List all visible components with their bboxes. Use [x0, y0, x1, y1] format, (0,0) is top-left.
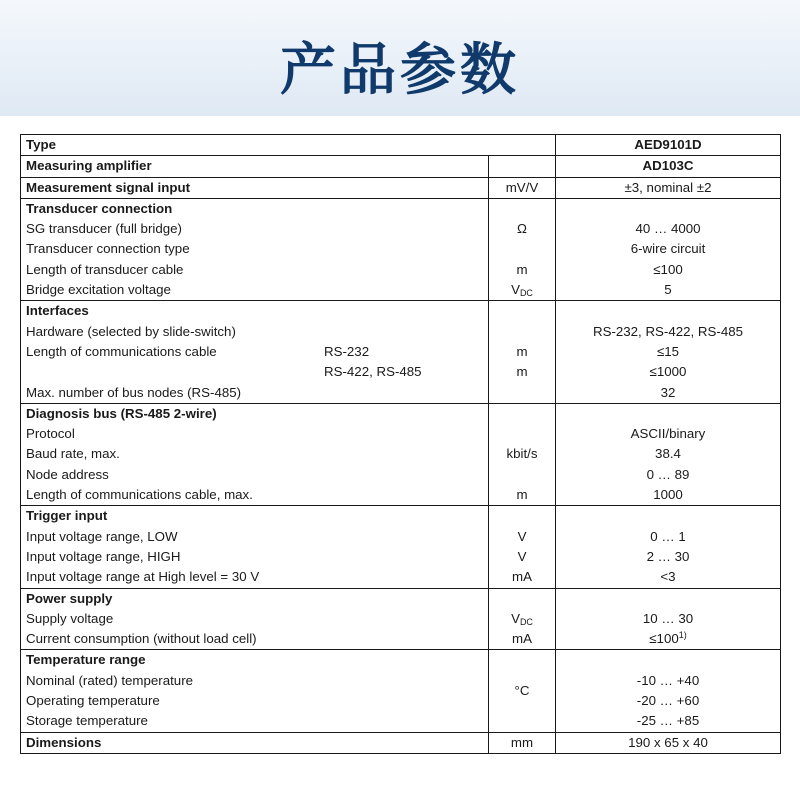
comm-cable-rs232-unit: m [489, 342, 556, 362]
excitation-value: 5 [556, 280, 781, 301]
trigger-high-value: 2 … 30 [556, 547, 781, 567]
row-operating-temp [21, 691, 781, 711]
row-amplifier [21, 156, 781, 177]
transducer-cable-unit: m [489, 260, 556, 280]
current-value: $\le 100^{1)}$ [556, 629, 781, 650]
row-node-address [21, 465, 781, 485]
row-comm-cable-rs232 [21, 342, 781, 362]
row-trigger-high [21, 547, 781, 567]
conn-type-label: Transducer connection type [21, 239, 489, 259]
title-banner [0, 0, 800, 116]
row-diag-cable [21, 485, 781, 506]
dimensions-value: 190 x 65 x 40 [556, 732, 781, 753]
amplifier-label: Measuring amplifier [21, 156, 489, 177]
baud-label: Baud rate, max. [21, 444, 489, 464]
row-current [21, 629, 781, 650]
row-nominal-temp [21, 671, 781, 691]
comm-cable-rs232-label: RS-232 [324, 343, 370, 359]
transducer-cable-label: Length of transducer cable [21, 260, 489, 280]
comm-cable-rs485-label: RS-422, RS-485 [324, 364, 422, 380]
conn-type-value: 6-wire circuit [556, 239, 781, 259]
supply-voltage-unit: $V_{DC}$ [489, 609, 556, 629]
sg-unit: Ω [489, 219, 556, 239]
protocol-value: ASCII/binary [556, 424, 781, 444]
supply-voltage-label: Supply voltage [21, 609, 489, 629]
row-connection-type [21, 239, 781, 259]
section-heading: Temperature range [21, 650, 489, 671]
row-dimensions [21, 732, 781, 753]
section-trigger [21, 506, 781, 527]
section-temperature [21, 650, 781, 671]
comm-cable-rs485-value: ≤1000 [556, 362, 781, 382]
section-transducer [21, 198, 781, 219]
section-heading: Power supply [21, 588, 489, 609]
temperature-unit: °C [489, 650, 556, 732]
section-heading: Transducer connection [21, 198, 489, 219]
row-comm-cable-rs485 [21, 362, 781, 382]
nominal-temp-value: -10 … +40 [556, 671, 781, 691]
trigger-high-label: Input voltage range, HIGH [21, 547, 489, 567]
current-label: Current consumption (without load cell) [21, 629, 489, 650]
trigger-high-unit: V [489, 547, 556, 567]
signal-value: ±3, nominal ±2 [556, 177, 781, 198]
section-diagnosis [21, 403, 781, 424]
hardware-label: Hardware (selected by slide-switch) [21, 322, 489, 342]
diag-cable-label: Length of communications cable, max. [21, 485, 489, 506]
comm-cable-label: Length of communications cable [26, 343, 217, 359]
storage-temp-label: Storage temperature [21, 711, 489, 732]
bus-nodes-label: Max. number of bus nodes (RS-485) [21, 383, 489, 404]
section-heading: Interfaces [21, 301, 489, 322]
row-storage-temp [21, 711, 781, 732]
section-interfaces [21, 301, 781, 322]
diag-cable-value: 1000 [556, 485, 781, 506]
trigger-low-value: 0 … 1 [556, 527, 781, 547]
footnote-marker: 1) [678, 630, 687, 641]
trigger-at-high-value: <3 [556, 567, 781, 588]
transducer-cable-value: ≤100 [556, 260, 781, 280]
trigger-low-unit: V [489, 527, 556, 547]
row-hardware [21, 322, 781, 342]
trigger-at-high-label: Input voltage range at High level = 30 V [21, 567, 489, 588]
signal-label: Measurement signal input [21, 177, 489, 198]
comm-cable-rs232-value: ≤15 [556, 342, 781, 362]
signal-unit: mV/V [489, 177, 556, 198]
spec-table [20, 134, 781, 754]
nominal-temp-label: Nominal (rated) temperature [21, 671, 489, 691]
section-power [21, 588, 781, 609]
trigger-low-label: Input voltage range, LOW [21, 527, 489, 547]
excitation-unit: $V_{DC}$ [489, 280, 556, 301]
bus-nodes-value: 32 [556, 383, 781, 404]
operating-temp-label: Operating temperature [21, 691, 489, 711]
diag-cable-unit: m [489, 485, 556, 506]
type-label: Type [21, 135, 489, 156]
row-type [21, 135, 781, 156]
baud-unit: kbit/s [489, 444, 556, 464]
sg-label: SG transducer (full bridge) [21, 219, 489, 239]
node-address-label: Node address [21, 465, 489, 485]
row-signal [21, 177, 781, 198]
row-supply-voltage [21, 609, 781, 629]
dimensions-unit: mm [489, 732, 556, 753]
page-title: 产品参数 [280, 38, 520, 103]
operating-temp-value: -20 … +60 [556, 691, 781, 711]
baud-value: 38.4 [556, 444, 781, 464]
trigger-at-high-unit: mA [489, 567, 556, 588]
current-unit: mA [489, 629, 556, 650]
amplifier-value: AD103C [556, 156, 781, 177]
row-excitation [21, 280, 781, 301]
section-heading: Diagnosis bus (RS-485 2-wire) [21, 403, 489, 424]
node-address-value: 0 … 89 [556, 465, 781, 485]
row-protocol [21, 424, 781, 444]
comm-cable-rs485-unit: m [489, 362, 556, 382]
dimensions-label: Dimensions [21, 732, 489, 753]
sg-value: 40 … 4000 [556, 219, 781, 239]
supply-voltage-value: 10 … 30 [556, 609, 781, 629]
row-sg-transducer [21, 219, 781, 239]
row-trigger-low [21, 527, 781, 547]
row-transducer-cable [21, 260, 781, 280]
type-value: AED9101D [556, 135, 781, 156]
excitation-label: Bridge excitation voltage [21, 280, 489, 301]
row-trigger-at-high [21, 567, 781, 588]
hardware-value: RS-232, RS-422, RS-485 [556, 322, 781, 342]
section-heading: Trigger input [21, 506, 489, 527]
protocol-label: Protocol [21, 424, 489, 444]
row-baud [21, 444, 781, 464]
storage-temp-value: -25 … +85 [556, 711, 781, 732]
row-bus-nodes [21, 383, 781, 404]
